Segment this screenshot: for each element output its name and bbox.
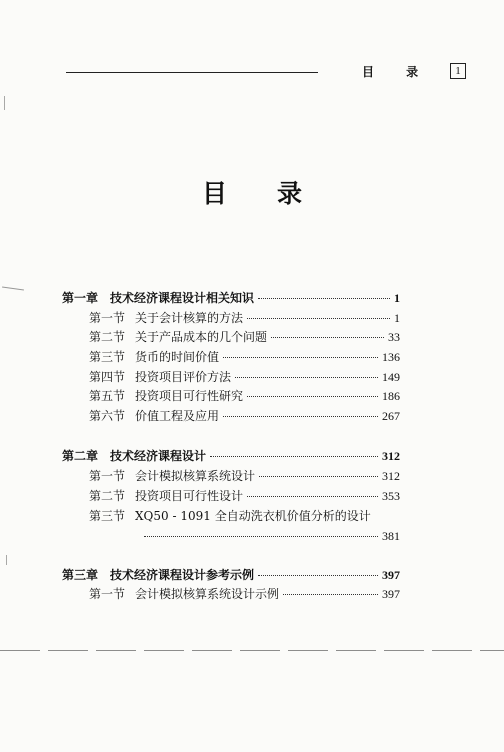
section-page: 149 [382, 370, 400, 384]
toc-section-1-3[interactable] [89, 350, 400, 364]
dot-leader [223, 357, 378, 358]
section-title: 投资项目可行性设计 [135, 489, 244, 503]
toc-section-1-6[interactable] [89, 409, 400, 423]
section-title: XQ50 - 1091 全自动洗衣机价值分析的设计 [135, 509, 371, 523]
chapter-title: 技术经济课程设计参考示例 [110, 568, 255, 582]
section-number: 第二节 [89, 330, 126, 344]
section-number: 第四节 [89, 370, 126, 384]
dot-leader [144, 536, 378, 537]
section-number: 第一节 [89, 587, 126, 601]
chapter-page: 1 [394, 291, 400, 305]
section-number: 第一节 [89, 311, 126, 325]
section-title: 投资项目可行性研究 [135, 389, 244, 403]
chapter-page: 312 [382, 449, 400, 463]
section-title: 会计模拟核算系统设计示例 [135, 587, 280, 601]
dot-leader [271, 337, 384, 338]
dot-leader [259, 476, 378, 477]
toc-section-1-5[interactable] [89, 389, 400, 403]
section-title: 投资项目评价方法 [135, 370, 232, 384]
toc-section-3-1[interactable] [89, 587, 400, 601]
dot-leader [258, 575, 378, 576]
toc-chapter-3[interactable] [62, 568, 400, 582]
section-page: 136 [382, 350, 400, 364]
dot-leader [247, 496, 378, 497]
toc-section-2-3-continuation [144, 529, 400, 543]
toc-section-1-1[interactable] [89, 311, 400, 325]
section-page: 267 [382, 409, 400, 423]
toc-section-2-1[interactable] [89, 469, 400, 483]
toc-chapter-1[interactable] [62, 291, 400, 305]
chapter-number: 第一章 [62, 291, 99, 305]
toc-section-2-3[interactable] [89, 509, 400, 523]
section-number: 第一节 [89, 469, 126, 483]
toc-section-1-2[interactable] [89, 330, 400, 344]
section-title: 关于产品成本的几个问题 [135, 330, 268, 344]
section-title: 货币的时间价值 [135, 350, 220, 364]
dot-leader [258, 298, 390, 299]
section-title: 价值工程及应用 [135, 409, 220, 423]
section-number: 第三节 [89, 509, 126, 523]
section-number: 第五节 [89, 389, 126, 403]
chapter-title: 技术经济课程设计相关知识 [110, 291, 255, 305]
section-page: 312 [382, 469, 400, 483]
section-title: 会计模拟核算系统设计 [135, 469, 256, 483]
chapter-number: 第二章 [62, 449, 99, 463]
running-header [66, 62, 461, 82]
header-page-number: 1 [450, 63, 466, 79]
toc-section-1-4[interactable] [89, 370, 400, 384]
toc-section-2-2[interactable] [89, 489, 400, 503]
header-title: 目 录 [362, 65, 433, 79]
dot-leader [247, 396, 378, 397]
section-page: 33 [388, 330, 400, 344]
section-number: 第六节 [89, 409, 126, 423]
chapter-number: 第三章 [62, 568, 99, 582]
chapter-page: 397 [382, 568, 400, 582]
scan-mark [6, 555, 7, 565]
section-page: 381 [382, 529, 400, 543]
toc-chapter-2[interactable] [62, 449, 400, 463]
chapter-title: 技术经济课程设计 [110, 449, 207, 463]
dot-leader [283, 594, 378, 595]
dot-leader [223, 416, 378, 417]
header-rule [66, 72, 318, 73]
section-number: 第二节 [89, 489, 126, 503]
dot-leader [235, 377, 378, 378]
scan-mark [4, 96, 5, 110]
dot-leader [247, 318, 390, 319]
scan-mark [2, 286, 24, 290]
bottom-scan-rule [0, 650, 504, 651]
section-title: 关于会计核算的方法 [135, 311, 244, 325]
section-page: 1 [394, 311, 400, 325]
section-number: 第三节 [89, 350, 126, 364]
dot-leader [210, 456, 378, 457]
page-title: 目录 [201, 179, 352, 208]
section-page: 353 [382, 489, 400, 503]
section-page: 397 [382, 587, 400, 601]
section-page: 186 [382, 389, 400, 403]
